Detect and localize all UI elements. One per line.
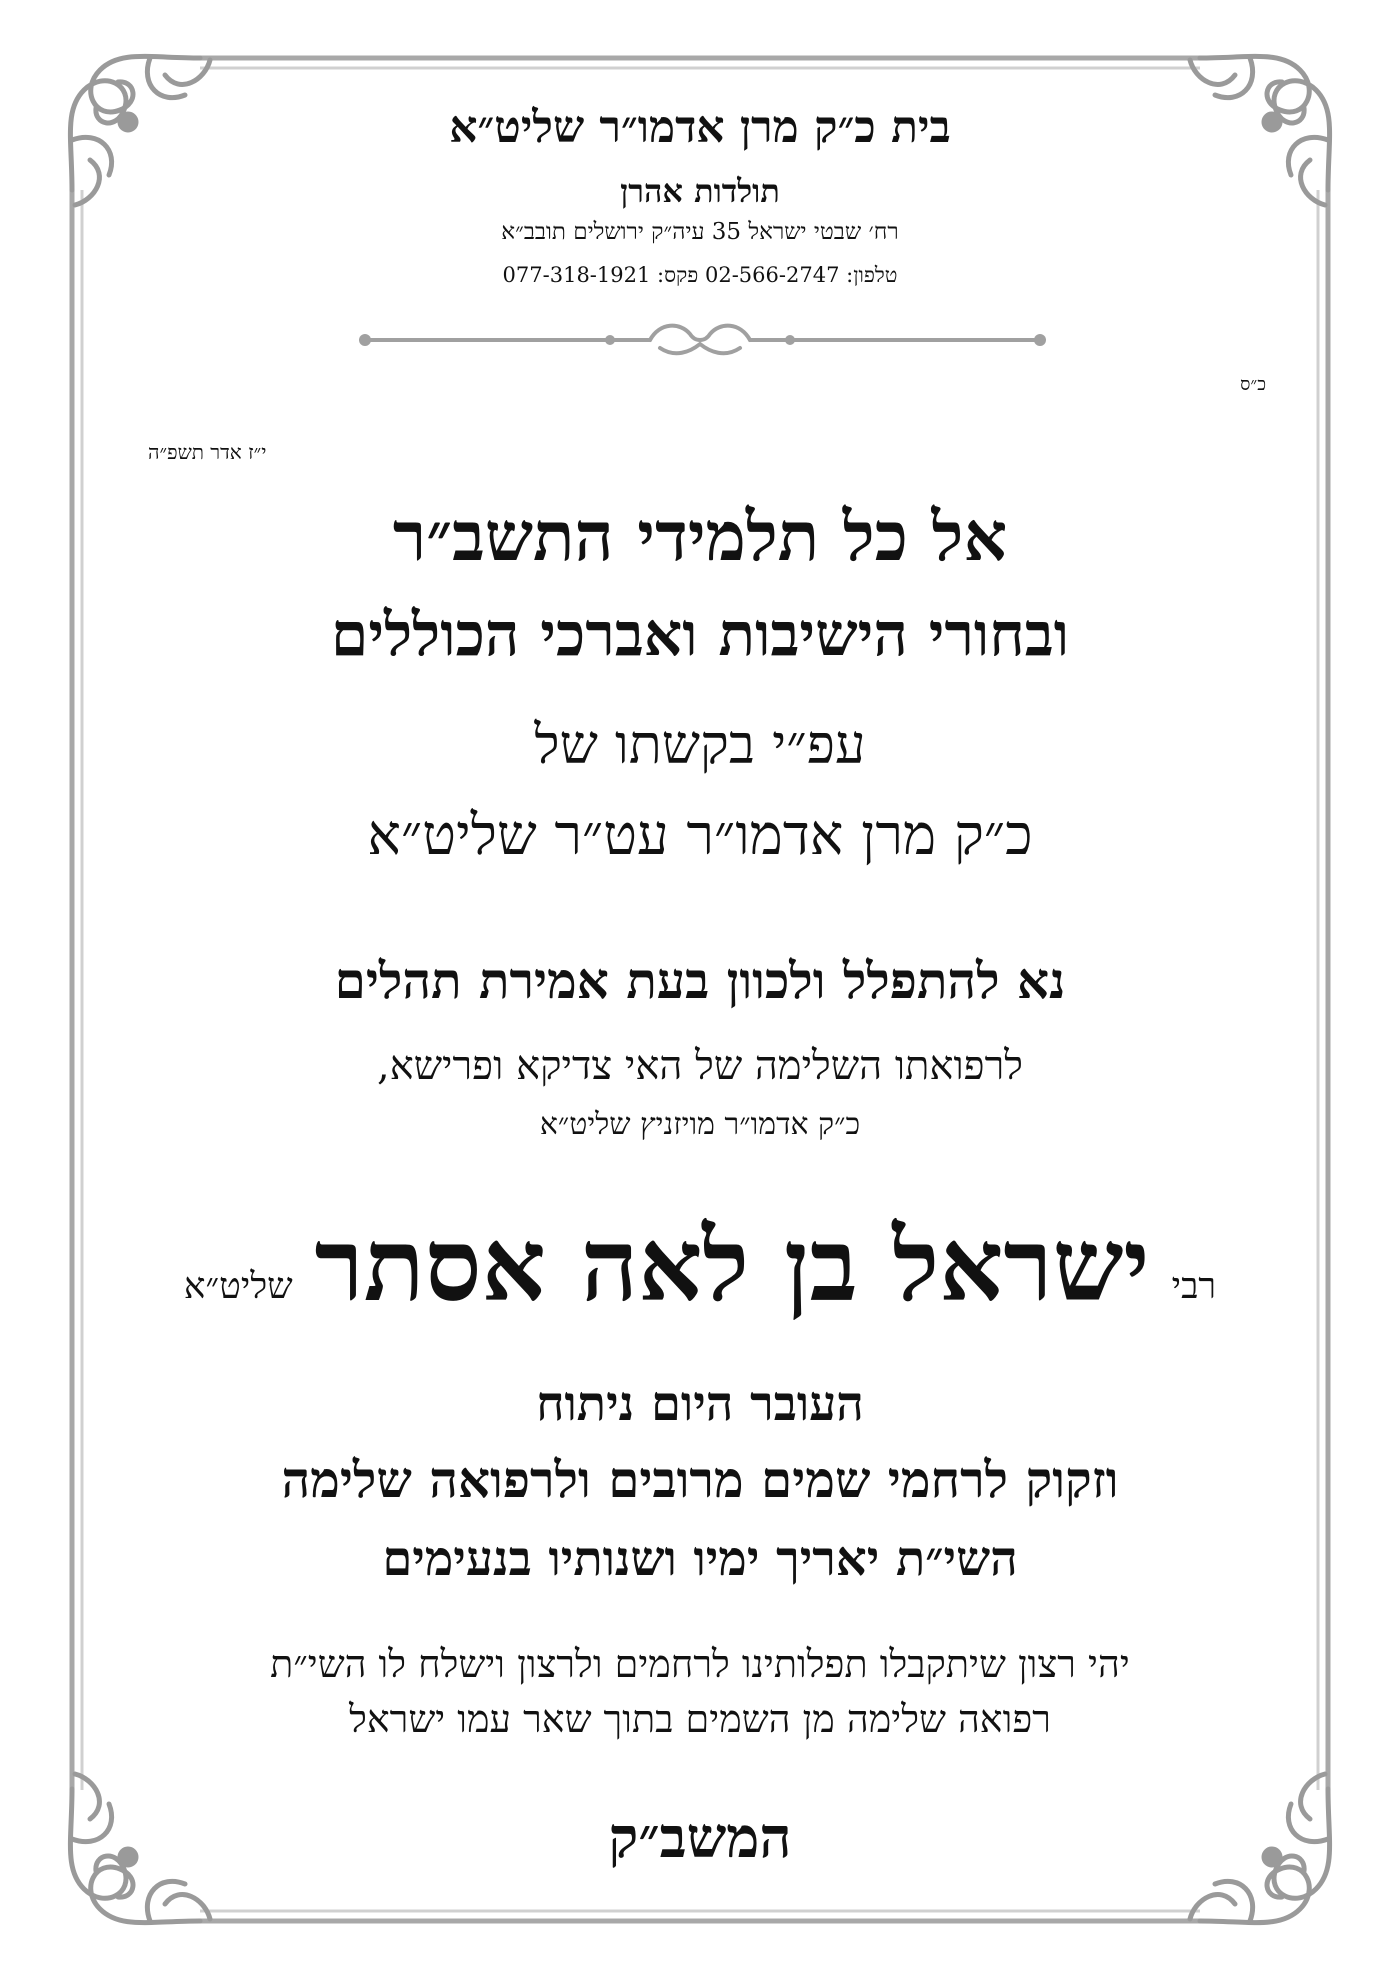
notice-request-2: כ״ק מרן אדמו״ר עט״ר שליט״א — [367, 803, 1033, 868]
notice-heading-1: אל כל תלמידי התשב״ר — [392, 497, 1008, 577]
name-prefix: רבי — [1171, 1266, 1217, 1307]
letter-date: י״ז אדר תשפ״ה — [148, 440, 267, 464]
institution-subtitle: תולדות אהרן — [620, 172, 780, 210]
body-line-3: השי״ת יאריך ימיו ושנותיו בנעימים — [382, 1531, 1018, 1587]
body-line-1: העובר היום ניתוח — [536, 1376, 864, 1432]
notice-instruction: נא להתפלל ולכוון בעת אמירת תהלים — [334, 951, 1066, 1010]
body-line-2: וזקוק לרחמי שמים מרובים ולרפואה שלימה — [281, 1450, 1119, 1509]
patient-name: ישראל בן לאה אסתר — [314, 1206, 1150, 1324]
prayer-line-2: רפואה שלימה מן השמים בתוך שאר עמו ישראל — [349, 1697, 1051, 1741]
name-suffix: שליט״א — [183, 1266, 293, 1307]
header-divider — [365, 326, 1040, 354]
institution-contact: טלפון: 02-566-2747 פקס: 077-318-1921 — [502, 263, 898, 287]
notice-rebbe: כ״ק אדמו״ר מויזניץ שליט״א — [539, 1107, 861, 1142]
notice-purpose: לרפואתו השלימה של האי צדיקא ופרישא, — [377, 1043, 1023, 1089]
prayer-line-1: יהי רצון שיתקבלו תפלותינו לרחמים ולרצון וישלח לו השי״ת — [270, 1642, 1130, 1686]
bsd-mark: כ״ס — [1240, 374, 1266, 395]
institution-address: רח׳ שבטי ישראל 35 עיה״ק ירושלים תובב״א — [501, 219, 899, 245]
signature: המשב״ק — [608, 1805, 792, 1871]
institution-title: בית כ״ק מרן אדמו״ר שליט״א — [449, 102, 951, 153]
patient-name-line — [0, 1205, 1400, 1324]
notice-request-1: עפ״י בקשתו של — [534, 713, 866, 776]
notice-heading-2: ובחורי הישיבות ואברכי הכוללים — [330, 600, 1070, 670]
